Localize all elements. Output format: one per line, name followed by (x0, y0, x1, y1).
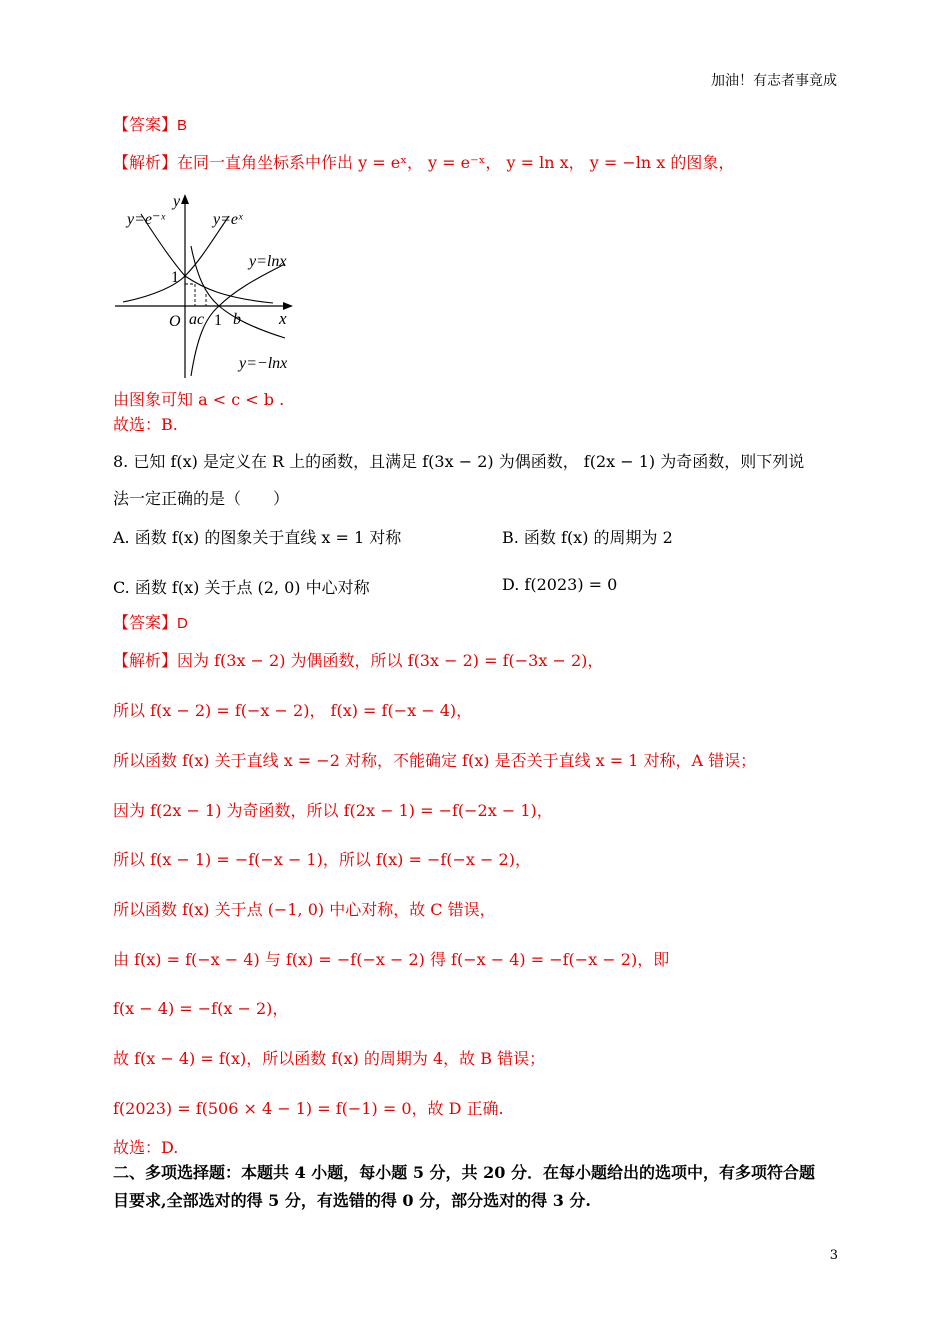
point-ac-label: ac (189, 311, 205, 328)
q7-answer-line (113, 114, 187, 137)
q7-conclusion: 由图象可知 a < c < b . (113, 390, 285, 409)
q8-analysis-text-0: 因为 f(3x − 2) 为偶函数，所以 f(3x − 2) = f(−3x − 2)， (177, 651, 604, 670)
q8-option-b: B. 函数 f(x) 的周期为 2 (502, 528, 673, 547)
q7-analysis-line (113, 152, 734, 174)
q7-analysis-text: 在同一直角坐标系中作出 y = eˣ， y = e⁻ˣ， y = ln x， y = −ln x 的图象， (177, 153, 735, 172)
q8-analysis-line-0 (113, 650, 603, 672)
origin-label: O (169, 313, 181, 330)
q7-function-graph (113, 188, 313, 380)
section2-line2: 目要求,全部选对的得 5 分，有选错的得 0 分，部分选对的得 3 分. (113, 1191, 591, 1210)
q7-answer-value: B (177, 117, 188, 134)
q8-option-c: C. 函数 f(x) 关于点 (2, 0) 中心对称 (113, 578, 370, 597)
q8-analysis-line-4: 所以 f(x − 1) = −f(−x − 1)，所以 f(x) = −f(−x − 2)， (113, 850, 531, 869)
q8-stem-line2: 法一定正确的是（ ） (113, 489, 290, 508)
q8-analysis-line-7: f(x − 4) = −f(x − 2)， (113, 999, 289, 1018)
q8-analysis-label: 【解析】 (113, 651, 178, 670)
y-axis-label: y (173, 193, 181, 210)
section2-line1: 二、多项选择题：本题共 4 小题，每小题 5 分，共 20 分．在每小题给出的选项中，有多项符合题 (113, 1163, 815, 1182)
label-neg-ln: y=−lnx (239, 355, 288, 372)
q8-analysis-line-3: 因为 f(2x − 1) 为奇函数，所以 f(2x − 1) = −f(−2x − 1)， (113, 801, 553, 820)
x-axis-label: x (279, 309, 287, 328)
q8-option-a: A. 函数 f(x) 的图象关于直线 x = 1 对称 (113, 528, 402, 547)
header-motto: 加油！有志者事竟成 (711, 73, 837, 89)
y-one-label: 1 (171, 269, 179, 286)
q8-analysis-line-5: 所以函数 f(x) 关于点 (−1, 0) 中心对称，故 C 错误， (113, 900, 496, 919)
q7-choice: 故选：B. (113, 415, 178, 434)
q8-analysis-line-8: 故 f(x − 4) = f(x)，所以函数 f(x) 的周期为 4，故 B 错误； (113, 1049, 546, 1068)
q8-answer-label: 【答案】 (113, 613, 178, 632)
q7-answer-label: 【答案】 (113, 115, 178, 134)
y-axis-arrow (181, 194, 189, 204)
label-ln: y=lnx (249, 253, 287, 270)
curve-exp (123, 216, 229, 302)
q8-analysis-line-9: f(2023) = f(506 × 4 − 1) = f(−1) = 0，故 D 正确. (113, 1099, 504, 1118)
q8-stem-line1: 8. 已知 f(x) 是定义在 R 上的函数，且满足 f(3x − 2) 为偶函数， f(2x − 1) 为奇函数，则下列说 (113, 452, 805, 471)
q8-analysis-line-6: 由 f(x) = f(−x − 4) 与 f(x) = −f(−x − 2) 得 f(−x − 4) = −f(−x − 2)，即 (113, 950, 670, 969)
label-exp: y=eˣ (213, 211, 243, 228)
q8-option-d: D. f(2023) = 0 (502, 575, 618, 594)
q8-analysis-line-1: 所以 f(x − 2) = f(−x − 2)， f(x) = f(−x − 4)， (113, 701, 473, 720)
point-b-label: b (233, 311, 241, 328)
x-one-label: 1 (214, 312, 222, 329)
label-exp-neg: y=e⁻ˣ (127, 211, 165, 228)
q7-analysis-label: 【解析】 (113, 153, 178, 172)
page-number: 3 (829, 1248, 838, 1263)
q8-analysis-line-10: 故选：D. (113, 1138, 179, 1157)
q8-analysis-line-2: 所以函数 f(x) 关于直线 x = −2 对称，不能确定 f(x) 是否关于直线 x = 1 对称，A 错误； (113, 751, 757, 770)
q8-answer-value: D (177, 615, 188, 632)
q8-answer-line (113, 612, 188, 635)
